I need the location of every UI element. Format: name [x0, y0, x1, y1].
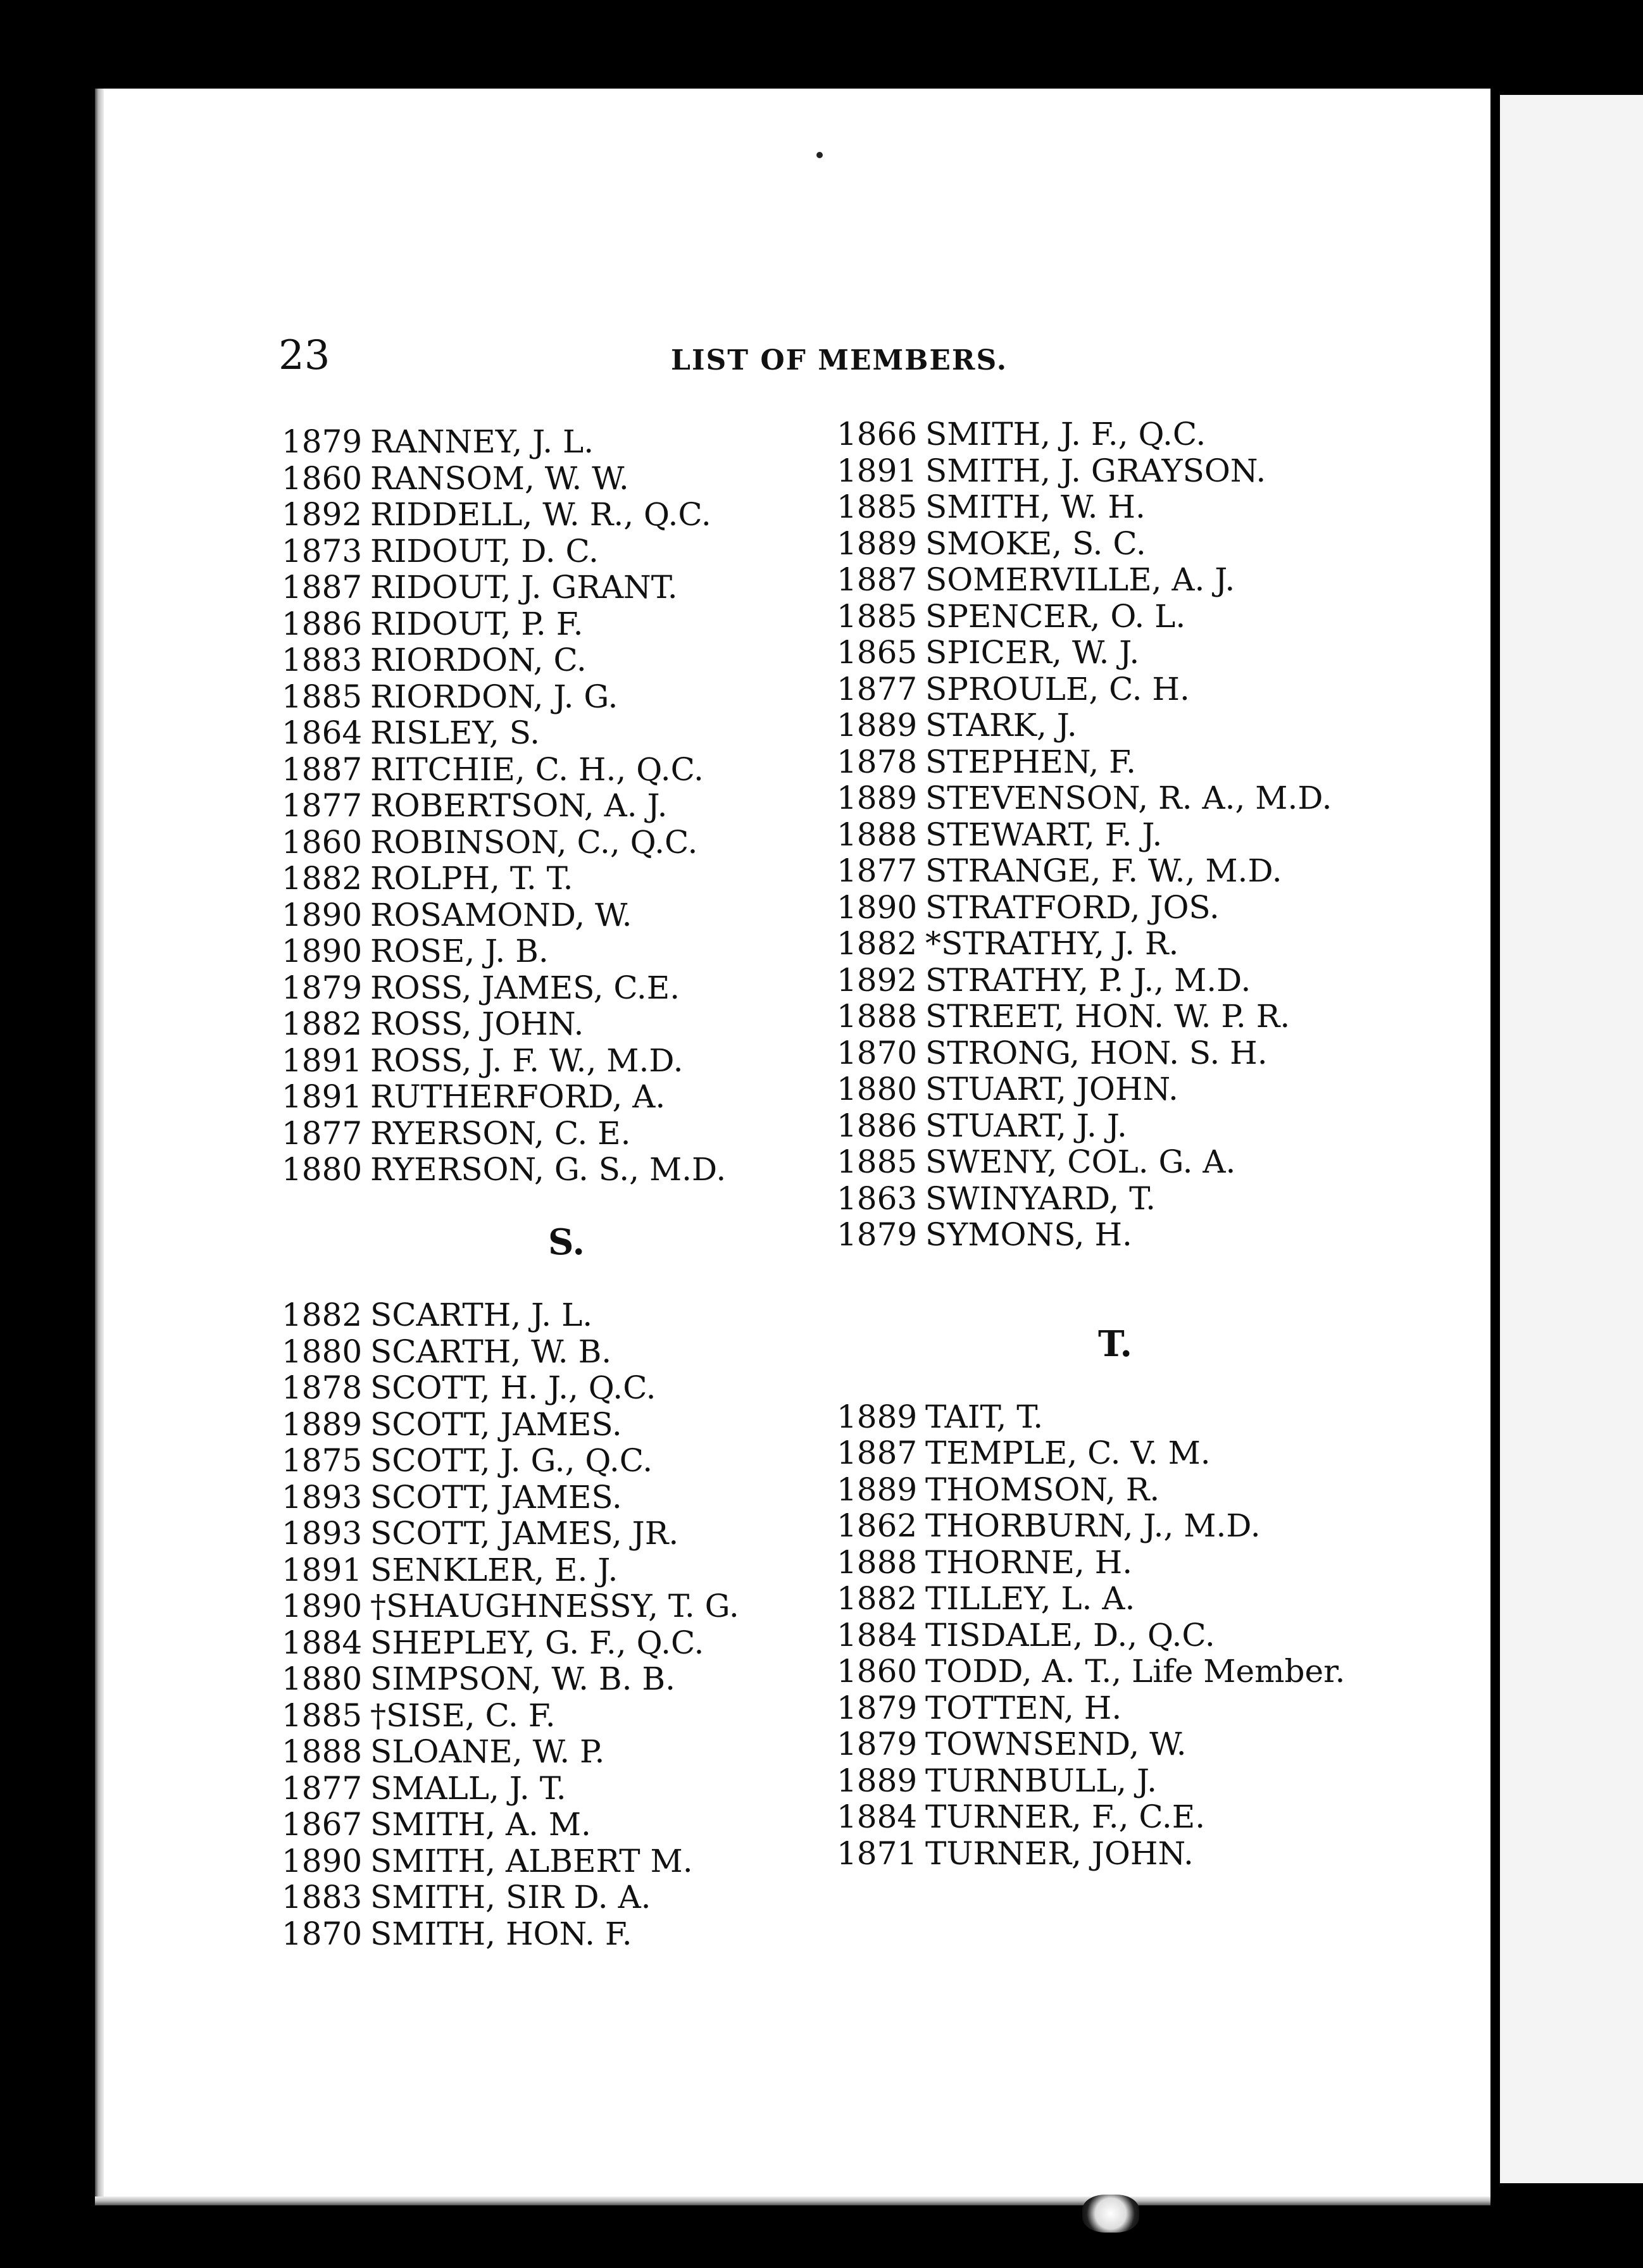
page-left-edge — [95, 89, 104, 2205]
member-year: 1893 — [282, 1478, 363, 1516]
member-entry — [282, 1297, 851, 1334]
member-entry — [837, 1108, 1394, 1145]
member-entry — [837, 526, 1394, 563]
member-entry — [837, 1399, 1394, 1436]
member-entry — [837, 1617, 1394, 1654]
member-name: STUART, JOHN. — [925, 1071, 1178, 1107]
member-year: 1884 — [837, 1616, 918, 1654]
member-name: RANSOM, W. W. — [370, 459, 629, 497]
member-entry — [282, 1043, 851, 1080]
member-name: *STRATHY, J. R. — [925, 925, 1179, 962]
member-entry — [837, 1035, 1394, 1072]
running-head: LIST OF MEMBERS. — [671, 344, 1008, 377]
section-gap — [282, 1188, 851, 1225]
member-year: 1883 — [282, 1879, 363, 1916]
member-entry — [837, 707, 1394, 744]
member-list-s-left — [282, 1297, 851, 1952]
member-name: SWENY, COL. G. A. — [925, 1143, 1236, 1180]
member-name: THOMSON, R. — [925, 1471, 1160, 1508]
member-name: †SISE, C. F. — [370, 1697, 556, 1734]
member-name: SPROULE, C. H. — [925, 670, 1190, 707]
member-year: 1865 — [837, 634, 918, 671]
section-gap — [837, 1254, 1394, 1290]
member-year: 1860 — [837, 1653, 918, 1690]
member-name: SMITH, J. GRAYSON. — [925, 452, 1266, 489]
member-name: SOMERVILLE, A. J. — [925, 561, 1235, 598]
print-dot — [816, 152, 823, 158]
member-name: RIDOUT, D. C. — [370, 532, 599, 570]
member-year: 1890 — [282, 896, 363, 933]
member-year: 1888 — [282, 1733, 363, 1770]
member-name: ROSS, JAMES, C.E. — [370, 969, 680, 1006]
member-name: RIDOUT, J. GRANT. — [370, 569, 678, 606]
member-entry — [282, 1516, 851, 1552]
member-year: 1877 — [282, 787, 363, 824]
member-entry — [282, 424, 851, 461]
member-year: 1891 — [282, 1551, 363, 1588]
member-entry — [282, 1588, 851, 1625]
scan-blemish — [1082, 2195, 1139, 2233]
member-entry — [282, 1916, 851, 1953]
member-year: 1879 — [837, 1216, 918, 1253]
member-year: 1891 — [282, 1042, 363, 1079]
member-name: TISDALE, D., Q.C. — [925, 1616, 1215, 1654]
member-year: 1862 — [837, 1507, 918, 1544]
member-list-t — [837, 1399, 1394, 1872]
member-year: 1888 — [837, 998, 918, 1035]
member-year: 1889 — [837, 1398, 918, 1435]
member-year: 1866 — [837, 416, 918, 452]
page-bottom-edge — [95, 2196, 1490, 2205]
member-year: 1889 — [837, 525, 918, 562]
member-year: 1880 — [282, 1151, 363, 1188]
member-name: SHEPLEY, G. F., Q.C. — [370, 1624, 704, 1661]
member-year: 1870 — [837, 1034, 918, 1071]
member-year: 1893 — [282, 1515, 363, 1552]
member-name: SPENCER, O. L. — [925, 597, 1186, 635]
member-entry — [837, 1472, 1394, 1509]
member-entry — [282, 1734, 851, 1771]
page-number: 23 — [278, 332, 330, 379]
member-year: 1875 — [282, 1442, 363, 1479]
member-year: 1878 — [282, 1369, 363, 1406]
member-year: 1864 — [282, 714, 363, 751]
member-year: 1886 — [837, 1107, 918, 1144]
member-name: SLOANE, W. P. — [370, 1733, 605, 1770]
member-name: RYERSON, G. S., M.D. — [370, 1151, 727, 1188]
section-gap — [837, 1362, 1394, 1399]
member-entry — [282, 461, 851, 497]
member-year: 1882 — [282, 860, 363, 897]
member-name: SMITH, SIR D. A. — [370, 1879, 651, 1916]
member-name: SMITH, J. F., Q.C. — [925, 416, 1206, 452]
member-entry — [837, 599, 1394, 635]
member-year: 1884 — [282, 1624, 363, 1661]
member-name: ROLPH, T. T. — [370, 860, 573, 897]
member-name: RIORDON, C. — [370, 642, 587, 678]
member-year: 1889 — [837, 1762, 918, 1799]
member-name: RUTHERFORD, A. — [370, 1078, 666, 1115]
member-entry — [282, 752, 851, 788]
member-name: ROSAMOND, W. — [370, 896, 632, 933]
member-entry — [282, 1879, 851, 1916]
member-year: 1882 — [282, 1297, 363, 1333]
member-name: SCARTH, W. B. — [370, 1333, 612, 1370]
member-name: STRANGE, F. W., M.D. — [925, 852, 1282, 889]
member-name: SCOTT, JAMES. — [370, 1478, 622, 1516]
member-entry — [282, 1407, 851, 1443]
member-year: 1877 — [282, 1769, 363, 1807]
member-name: ROBERTSON, A. J. — [370, 787, 668, 824]
member-name: SENKLER, E. J. — [370, 1551, 618, 1588]
member-entry — [837, 963, 1394, 999]
member-year: 1892 — [282, 496, 363, 533]
member-entry — [837, 853, 1394, 890]
member-year: 1873 — [282, 532, 363, 570]
member-name: SYMONS, H. — [925, 1216, 1132, 1253]
member-year: 1887 — [282, 569, 363, 606]
member-name: ROSS, JOHN. — [370, 1006, 584, 1042]
member-year: 1884 — [837, 1798, 918, 1835]
member-year: 1879 — [837, 1689, 918, 1726]
member-year: 1860 — [282, 459, 363, 497]
member-entry — [837, 489, 1394, 526]
member-entry — [282, 1552, 851, 1589]
member-entry — [282, 1843, 851, 1880]
member-entry — [837, 635, 1394, 671]
member-name: RIDDELL, W. R., Q.C. — [370, 496, 711, 533]
member-year: 1882 — [837, 1580, 918, 1617]
member-name: RIDOUT, P. F. — [370, 605, 584, 642]
member-name: STEPHEN, F. — [925, 743, 1136, 780]
member-entry — [837, 1435, 1394, 1472]
member-year: 1880 — [282, 1660, 363, 1697]
member-year: 1887 — [837, 1435, 918, 1471]
section-gap — [837, 1290, 1394, 1326]
member-entry — [282, 1771, 851, 1807]
member-entry — [837, 890, 1394, 926]
facing-page-edge — [1500, 95, 1643, 2183]
member-name: SMITH, ALBERT M. — [370, 1842, 693, 1879]
member-name: SCOTT, J. G., Q.C. — [370, 1442, 653, 1479]
member-entry — [282, 642, 851, 679]
member-year: 1882 — [837, 925, 918, 962]
member-name: STUART, J. J. — [925, 1107, 1127, 1144]
member-year: 1879 — [282, 423, 363, 460]
member-entry — [282, 1079, 851, 1116]
member-entry — [282, 1698, 851, 1735]
member-name: STRONG, HON. S. H. — [925, 1034, 1268, 1071]
member-entry — [837, 1071, 1394, 1108]
member-name: THORNE, H. — [925, 1543, 1133, 1581]
section-heading-t: T. — [1098, 1323, 1132, 1365]
member-entry — [282, 1370, 851, 1407]
member-entry — [282, 1152, 851, 1188]
member-entry — [282, 1480, 851, 1516]
member-name: RIORDON, J. G. — [370, 678, 618, 715]
member-entry — [282, 1116, 851, 1152]
member-year: 1891 — [837, 452, 918, 489]
member-entry — [282, 570, 851, 606]
member-name: TEMPLE, C. V. M. — [925, 1435, 1211, 1471]
member-name: ROBINSON, C., Q.C. — [370, 823, 698, 861]
member-entry — [282, 1625, 851, 1662]
member-entry — [837, 1508, 1394, 1545]
member-entry — [282, 861, 851, 897]
member-entry — [837, 1836, 1394, 1872]
member-year: 1877 — [837, 670, 918, 707]
member-name: TILLEY, L. A. — [925, 1580, 1135, 1617]
member-name: SCOTT, H. J., Q.C. — [370, 1369, 656, 1406]
member-year: 1887 — [282, 751, 363, 788]
member-year: 1889 — [837, 707, 918, 744]
member-year: 1888 — [837, 1543, 918, 1581]
member-name: STEVENSON, R. A., M.D. — [925, 780, 1332, 816]
member-name: STEWART, F. J. — [925, 816, 1163, 853]
member-entry — [282, 1006, 851, 1043]
member-year: 1867 — [282, 1806, 363, 1843]
member-name: SCOTT, JAMES. — [370, 1405, 622, 1443]
member-entry — [837, 1545, 1394, 1581]
member-entry — [837, 1799, 1394, 1836]
member-name: SWINYARD, T. — [925, 1180, 1156, 1217]
member-year: 1890 — [282, 1588, 363, 1624]
member-name: TOTTEN, H. — [925, 1689, 1122, 1726]
member-name: ROSE, J. B. — [370, 933, 549, 969]
member-name: STRATFORD, JOS. — [925, 888, 1220, 926]
member-year: 1889 — [837, 1471, 918, 1508]
member-entry — [837, 817, 1394, 854]
member-year: 1871 — [837, 1835, 918, 1872]
member-year: 1885 — [282, 678, 363, 715]
member-name: SIMPSON, W. B. B. — [370, 1660, 676, 1697]
member-name: TURNBULL, J. — [925, 1762, 1158, 1799]
member-name: TURNER, F., C.E. — [925, 1798, 1206, 1835]
member-entry — [837, 453, 1394, 490]
member-year: 1860 — [282, 823, 363, 861]
member-entry — [282, 897, 851, 934]
member-name: SMALL, J. T. — [370, 1769, 566, 1807]
member-year: 1883 — [282, 642, 363, 678]
member-year: 1880 — [282, 1333, 363, 1370]
member-entry — [837, 1654, 1394, 1690]
member-name: RITCHIE, C. H., Q.C. — [370, 751, 704, 788]
member-name: STARK, J. — [925, 707, 1077, 744]
member-year: 1890 — [837, 888, 918, 926]
member-year: 1882 — [282, 1006, 363, 1042]
member-name: STRATHY, P. J., M.D. — [925, 961, 1251, 999]
member-year: 1879 — [837, 1726, 918, 1762]
member-year: 1890 — [282, 1842, 363, 1879]
member-name: TAIT, T. — [925, 1398, 1044, 1435]
member-entry — [282, 1807, 851, 1843]
member-name: SMITH, W. H. — [925, 489, 1146, 525]
member-entry — [837, 671, 1394, 708]
member-name: RYERSON, C. E. — [370, 1114, 631, 1152]
member-year: 1878 — [837, 743, 918, 780]
member-year: 1870 — [282, 1915, 363, 1952]
member-entry — [282, 1443, 851, 1480]
member-name: RANNEY, J. L. — [370, 423, 594, 460]
member-entry — [837, 780, 1394, 817]
member-year: 1888 — [837, 816, 918, 853]
member-entry — [282, 679, 851, 716]
member-year: 1880 — [837, 1071, 918, 1107]
member-name: ROSS, J. F. W., M.D. — [370, 1042, 684, 1079]
member-name: SCARTH, J. L. — [370, 1297, 593, 1333]
member-name: RISLEY, S. — [370, 714, 540, 751]
member-name: SMOKE, S. C. — [925, 525, 1146, 562]
member-entry — [837, 416, 1394, 453]
member-entry — [837, 562, 1394, 599]
member-entry — [837, 744, 1394, 781]
member-name: †SHAUGHNESSY, T. G. — [370, 1588, 739, 1624]
member-entry — [837, 999, 1394, 1035]
member-entry — [282, 1334, 851, 1371]
member-year: 1877 — [837, 852, 918, 889]
member-name: THORBURN, J., M.D. — [925, 1507, 1261, 1544]
member-year: 1891 — [282, 1078, 363, 1115]
member-year: 1863 — [837, 1180, 918, 1217]
member-name: SMITH, A. M. — [370, 1806, 591, 1843]
member-year: 1890 — [282, 933, 363, 969]
member-entry — [837, 1763, 1394, 1800]
member-entry — [282, 1661, 851, 1698]
member-year: 1886 — [282, 605, 363, 642]
member-year: 1889 — [282, 1405, 363, 1443]
left-column — [282, 424, 851, 1952]
member-entry — [837, 1726, 1394, 1763]
section-heading-s: S. — [548, 1221, 585, 1263]
member-entry — [282, 825, 851, 861]
member-name: TODD, A. T., Life Member. — [925, 1653, 1346, 1690]
member-name: TOWNSEND, W. — [925, 1726, 1187, 1762]
member-year: 1879 — [282, 969, 363, 1006]
member-entry — [837, 926, 1394, 963]
member-year: 1892 — [837, 961, 918, 999]
member-entry — [282, 970, 851, 1007]
member-list-r — [282, 424, 851, 1188]
member-entry — [282, 788, 851, 825]
member-list-s-right — [837, 416, 1394, 1254]
member-entry — [837, 1181, 1394, 1218]
member-name: SPICER, W. J. — [925, 634, 1140, 671]
member-entry — [837, 1144, 1394, 1181]
member-year: 1885 — [282, 1697, 363, 1734]
member-name: SCOTT, JAMES, JR. — [370, 1515, 679, 1552]
member-year: 1877 — [282, 1114, 363, 1152]
member-year: 1889 — [837, 780, 918, 816]
member-name: SMITH, HON. F. — [370, 1915, 632, 1952]
member-entry — [282, 533, 851, 570]
member-year: 1885 — [837, 1143, 918, 1180]
member-entry — [282, 606, 851, 643]
member-entry — [282, 715, 851, 752]
member-year: 1885 — [837, 489, 918, 525]
member-name: TURNER, JOHN. — [925, 1835, 1194, 1872]
member-entry — [282, 497, 851, 533]
member-entry — [282, 933, 851, 970]
right-column — [837, 416, 1394, 1872]
member-entry — [837, 1217, 1394, 1254]
member-entry — [837, 1581, 1394, 1617]
section-gap — [282, 1261, 851, 1298]
member-year: 1887 — [837, 561, 918, 598]
member-year: 1885 — [837, 597, 918, 635]
member-entry — [837, 1690, 1394, 1727]
member-name: STREET, HON. W. P. R. — [925, 998, 1290, 1035]
